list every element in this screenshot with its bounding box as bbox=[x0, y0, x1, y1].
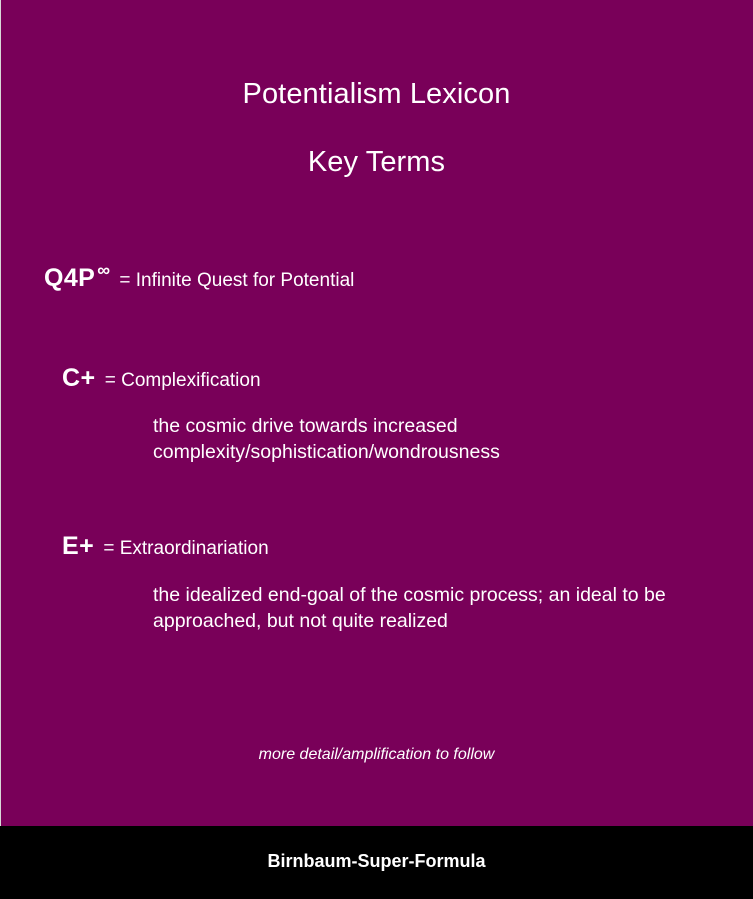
term-meaning-q4p: = Infinite Quest for Potential bbox=[119, 270, 355, 291]
definition-line: approached, but not quite realized bbox=[153, 610, 448, 632]
definition-cplus bbox=[153, 413, 733, 465]
definition-line: the idealized end-goal of the cosmic process; an ideal to be bbox=[153, 584, 666, 606]
infinity-superscript: ∞ bbox=[97, 260, 111, 280]
definition-line: the cosmic drive towards increased bbox=[153, 415, 458, 437]
footer-label: Birnbaum-Super-Formula bbox=[267, 851, 486, 871]
footer-bar bbox=[0, 826, 753, 899]
page-subtitle: Key Terms bbox=[307, 146, 446, 178]
term-meaning-cplus: = Complexification bbox=[104, 370, 261, 391]
term-eplus bbox=[62, 534, 269, 561]
definition-eplus bbox=[153, 582, 733, 634]
term-cplus bbox=[62, 366, 261, 393]
term-symbol-eplus: E+ bbox=[62, 532, 95, 560]
definition-line: complexity/sophistication/wondrousness bbox=[153, 441, 500, 463]
page-edge-line bbox=[0, 0, 1, 826]
follow-up-note: more detail/amplification to follow bbox=[258, 746, 495, 763]
term-q4p bbox=[44, 260, 355, 293]
term-symbol-q4p: Q4P bbox=[44, 264, 96, 292]
page-title: Potentialism Lexicon bbox=[242, 78, 511, 110]
term-symbol-cplus: C+ bbox=[62, 364, 96, 392]
term-meaning-eplus: = Extraordinariation bbox=[103, 538, 269, 559]
